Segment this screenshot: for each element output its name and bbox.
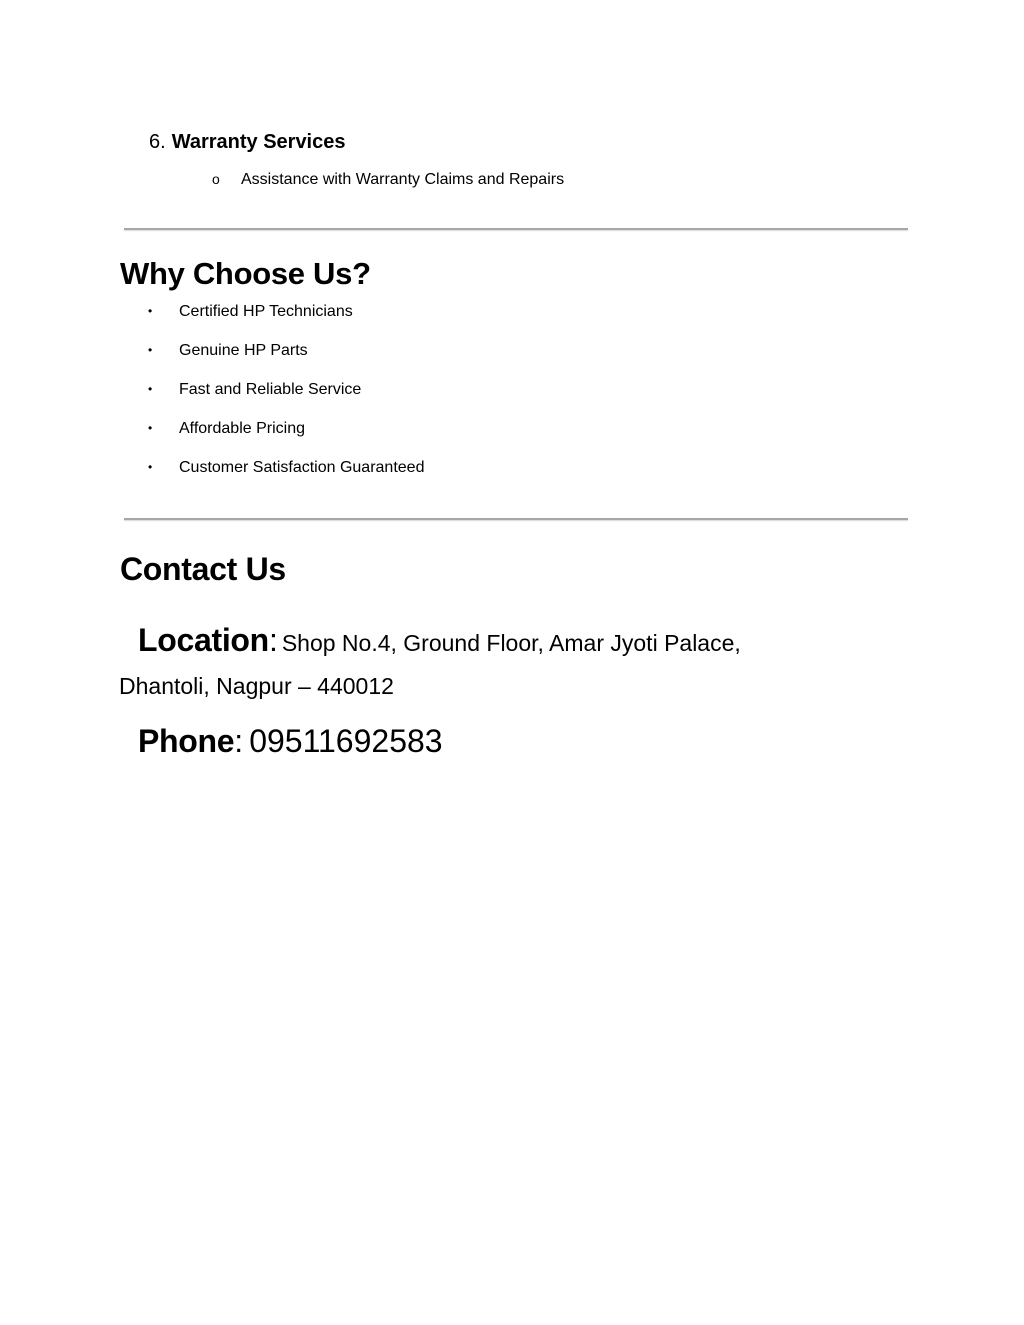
list-item-text: Affordable Pricing <box>179 420 305 437</box>
list-item-text: Genuine HP Parts <box>179 342 308 359</box>
warranty-sub-item <box>212 171 564 189</box>
section-divider <box>124 228 908 230</box>
list-item <box>148 300 424 339</box>
bullet-icon: • <box>148 304 153 318</box>
bullet-icon: • <box>148 460 153 474</box>
list-item <box>148 417 424 456</box>
list-item <box>148 456 424 495</box>
section-divider <box>124 518 908 520</box>
phone-label: Phone <box>138 723 235 759</box>
bullet-icon: • <box>148 382 153 396</box>
list-item-text: Certified HP Technicians <box>179 303 353 320</box>
bullet-icon: • <box>148 421 153 435</box>
contact-us-heading: Contact Us <box>120 551 286 587</box>
warranty-services-title: Warranty Services <box>171 131 346 153</box>
bullet-icon: • <box>148 343 153 357</box>
list-item <box>148 339 424 378</box>
location-address-line2: Dhantoli, Nagpur – 440012 <box>119 673 394 699</box>
phone-number: 09511692583 <box>249 723 443 759</box>
location-address-line1: Shop No.4, Ground Floor, Amar Jyoti Palace, <box>281 630 741 656</box>
list-item-text: Fast and Reliable Service <box>179 381 362 398</box>
list-number: 6. <box>149 131 166 153</box>
phone-line <box>138 723 443 760</box>
why-choose-us-heading: Why Choose Us? <box>120 256 371 291</box>
list-item <box>148 378 424 417</box>
sub-bullet-icon: o <box>212 171 220 187</box>
location-label: Location <box>138 622 269 658</box>
warranty-services-item <box>149 131 346 154</box>
list-item-text: Customer Satisfaction Guaranteed <box>179 459 425 476</box>
why-choose-us-list <box>148 300 424 495</box>
location-line <box>138 622 741 659</box>
location-colon: : <box>268 622 278 658</box>
warranty-sub-item-text: Assistance with Warranty Claims and Repairs <box>241 171 565 188</box>
phone-colon: : <box>234 723 244 759</box>
